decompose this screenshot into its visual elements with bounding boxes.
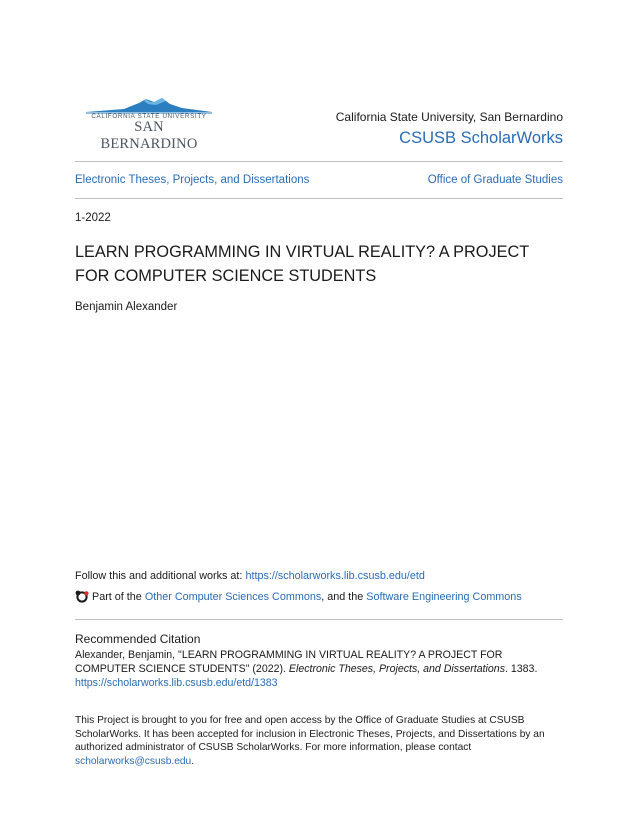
document-title: LEARN PROGRAMMING IN VIRTUAL REALITY? A PROJECT FOR COMPUTER SCIENCE STUDENTS xyxy=(75,243,529,285)
follow-prefix: Follow this and additional works at: xyxy=(75,570,246,582)
follow-url-link[interactable]: https://scholarworks.lib.csusb.edu/etd xyxy=(245,570,425,582)
footer-notice xyxy=(75,714,565,768)
mountain-logo-icon xyxy=(84,96,214,114)
graduate-studies-link[interactable]: Office of Graduate Studies xyxy=(427,174,563,186)
divider-citation xyxy=(75,619,563,620)
footer-text: This Project is brought to you for free and open access by the Office of Graduate Studies at CSUSB ScholarWorks. It has been accepted for inclusion in Electronic Theses, Projects, and Dissertations by an authorized administrator of CSUSB ScholarWorks. For more information, please contact xyxy=(75,715,545,753)
citation-main: Alexander, Benjamin, "LEARN PROGRAMMING IN VIRTUAL REALITY? A PROJECT FOR COMPUTER SCIENCE STUDENTS" (2022). xyxy=(75,649,503,675)
other-cs-commons-link[interactable]: Other Computer Sciences Commons xyxy=(144,590,322,603)
repository-link[interactable]: CSUSB ScholarWorks xyxy=(399,129,563,147)
logo-line-2: SAN BERNARDINO xyxy=(100,119,198,152)
citation-text xyxy=(75,648,563,690)
part-of-prefix: Part of the xyxy=(92,590,142,603)
citation-heading: Recommended Citation xyxy=(75,632,201,646)
follow-line xyxy=(75,570,425,582)
etd-collection-link[interactable]: Electronic Theses, Projects, and Dissertations xyxy=(75,174,310,186)
logo-line-1: CALIFORNIA STATE UNIVERSITY xyxy=(91,113,207,120)
csusb-logo[interactable] xyxy=(84,96,214,152)
contact-email-link[interactable]: scholarworks@csusb.edu xyxy=(75,755,192,767)
part-of-middle: , and the xyxy=(321,590,367,603)
university-name: California State University, San Bernardino xyxy=(335,110,563,124)
divider-bottom xyxy=(75,198,563,199)
citation-series: Electronic Theses, Projects, and Dissertations xyxy=(288,663,505,675)
commons-network-icon xyxy=(75,590,89,603)
part-of-line xyxy=(75,590,522,603)
software-engineering-commons-link[interactable]: Software Engineering Commons xyxy=(366,590,522,603)
citation-url-link[interactable]: https://scholarworks.lib.csusb.edu/etd/1383 xyxy=(75,677,278,689)
divider-top xyxy=(75,161,563,162)
publication-date: 1-2022 xyxy=(75,212,111,224)
footer-end: . xyxy=(191,755,195,767)
author-name: Benjamin Alexander xyxy=(75,301,178,313)
citation-number: . 1383. xyxy=(505,663,538,675)
